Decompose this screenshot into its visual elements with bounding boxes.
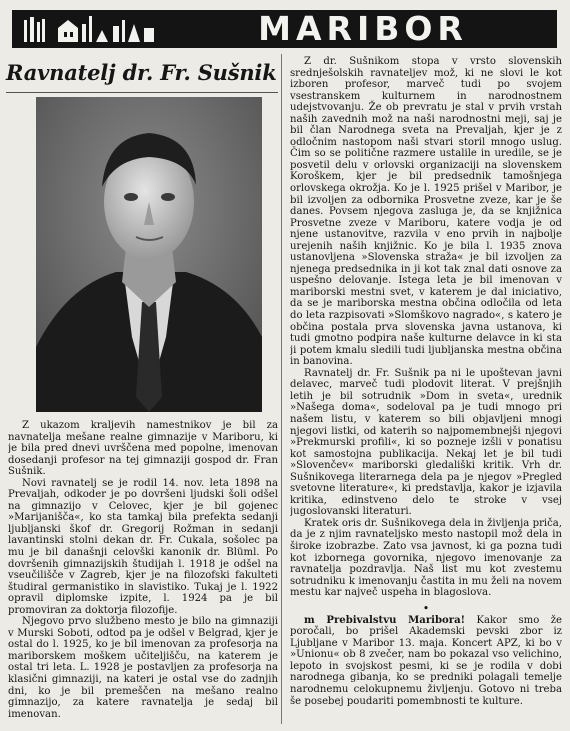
paragraph: Z dr. Sušnikom stopa v vrsto slovenskih srednješolskih ravnateljev mož, ki ne slovi le kot izboren profesor, marveč tudi po svojem vsestranskem kulturnem in narodnostnem udejstvovanju. Že ob prevratu je stal v prvih vrstah naših zavednih mož na naši narodnostni meji, saj je bil član Narodnega sveta na Prevaljah, kjer je z odločnim nastopom naši stvari storil mnogo uslug. Čim so se politične razmere ustalile in uredile, se je posvetil delu v orlovski organizaciji na slovenskem Koroškem, kjer je bil predsednik tamošnjega orlovskega okrožja. Ko je l. 1925 prišel v Maribor, je bil izvoljen za odbornika Prosvetne zveze, kar je še danes. Povsem njegova zasluga je, da se knjižnica Prosvetne zveze v Mariboru, katere vodja je od njene ustanovitve, razvila v eno prvih in najbolje urejenih naših knjižnic. Ko je bila l. 1935 znova ustanovljena »Slovenska straža« je bil izvoljen za njenega predsednika in ji kot tak znal dati osnove za uspešno delovanje. Istega leta je bil imenovan v mariborski mestni svet, v katerem je dal iniciativo, da se je mariborska mestna občina odločila od leta do leta razpisovati »Slomškovo nagrado«, s katero je občina postala prva slovenska javna ustanova, ki tudi gmotno podpira naše kulturne delavce in ki sta ji potem kmalu sledili tudi ljubljanska mestna občina in banovina.: [290, 56, 562, 368]
section-separator: •: [422, 601, 430, 615]
masthead-title: MARIBOR: [258, 9, 468, 48]
headline-rule: [6, 92, 278, 93]
portrait-photo: [36, 97, 262, 412]
article-right-column: [290, 56, 562, 730]
paragraph: Njegovo prvo službeno mesto je bilo na gimnaziji v Murski Soboti, odtod pa je odšel v Belgrad, kjer je ostal do l. 1925, ko je bil imenovan za profesorja na mariborskem moškem učiteljišču, na katerem je ostal tri leta. L. 1928 je postavljen za profesorja na klasični gimnaziji, na kateri je ostal vse do zadnjih dni, ko je bil premeščen na mešano realno gimnazijo, za katere ravnatelja je sedaj bil imenovan.: [8, 616, 278, 720]
paragraph: Ravnatelj dr. Fr. Sušnik pa ni le upoštevan javni delavec, marveč tudi plodovit literat. V prejšnjih letih je bil sotrudnik »Dom in sveta«, urednik »Našega doma«, sodeloval pa je tudi mnogo pri našem listu, v katerem so bili objavljeni mnogi njegovi listki, od katerih so najpomembnejši njegovi »Prekmurski profili«, ki so pozneje izšli v ponatisu kot samostojna publikacija. Nekaj let je bil tudi »Slovenčev« mariborski gledališki kritik. Vrh dr. Sušnikovega literarnega dela pa je njegov »Pregled svetovne literature«, ki predstavlja, kakor je izjavila kritika, edinstveno delo te stroke v vsej jugoslovanski literaturi.: [290, 367, 562, 518]
news-brief: [290, 615, 562, 707]
masthead: [12, 10, 557, 48]
article-left-column: [8, 420, 278, 726]
paragraph: Z ukazom kraljevih namestnikov je bil za navnatelja mešane realne gimnazije v Mariboru, ki je bila pred dnevi uvrščena med popolne, imenovan dosedanji profesor na tej gimnaziji gospod dr. Fran Sušnik.: [8, 420, 278, 478]
news-brief-lead: m Prebivalstvu Maribora!: [304, 614, 466, 626]
news-brief-text: Kakor smo že poročali, bo prišel Akademski pevski zbor iz Ljubljane v Maribor 13. maja. Koncert APZ, ki bo v »Unionu« ob 8 zvečer, nam bo pokazal vso velichino, lepoto in svojskost pesmi, ki se je rodila v dobi narodnega gibanja, ko se predniki polagali temelje narodnemu celokupnemu življenju. Gotovo ni treba še posebej poudariti pomembnosti te kulture.: [290, 614, 562, 707]
portrait-photo-icon: [36, 97, 262, 412]
paragraph: Novi ravnatelj se je rodil 14. nov. leta 1898 na Prevaljah, odkoder je po dovršeni ljudski šoli odšel na gimnazijo v Celovec, kjer je bil gojenec »Marijanišča«, ko sta tamkaj bila prefekta sedanji ljubljanski škof dr. Gregorij Rožman in sedanji lavantinski stolni dekan dr. Fr. Cukala, sošolec pa mu je bil današnji celovški kanonik dr. Blüml. Po dovršenih gimnazijskih študijah l. 1918 je odšel na vseučilišče v Zagreb, kjer je na filozofski fakulteti študiral germanistiko in slavistiko. Tukaj je l. 1922 opravil diplomske izpite, l. 1924 pa je bil promoviran za doktorja filozofije.: [8, 477, 278, 616]
paragraph: Kratek oris dr. Sušnikovega dela in življenja priča, da je z njim ravnateljsko mesto nastopil mož dela in široke izobrazbe. Zato vsa javnost, ki ga pozna tudi kot izbornega govornika, njegovo imenovanje za ravnatelja pozdravlja. Naš list mu kot zvestemu sotrudniku k imenovanju častita in mu želi na novem mestu kar največ uspeha in blagoslova.: [290, 517, 562, 599]
column-divider: [281, 54, 282, 724]
city-skyline-icon: [18, 14, 178, 44]
article-headline: Ravnatelj dr. Fr. Sušnik: [6, 60, 277, 85]
